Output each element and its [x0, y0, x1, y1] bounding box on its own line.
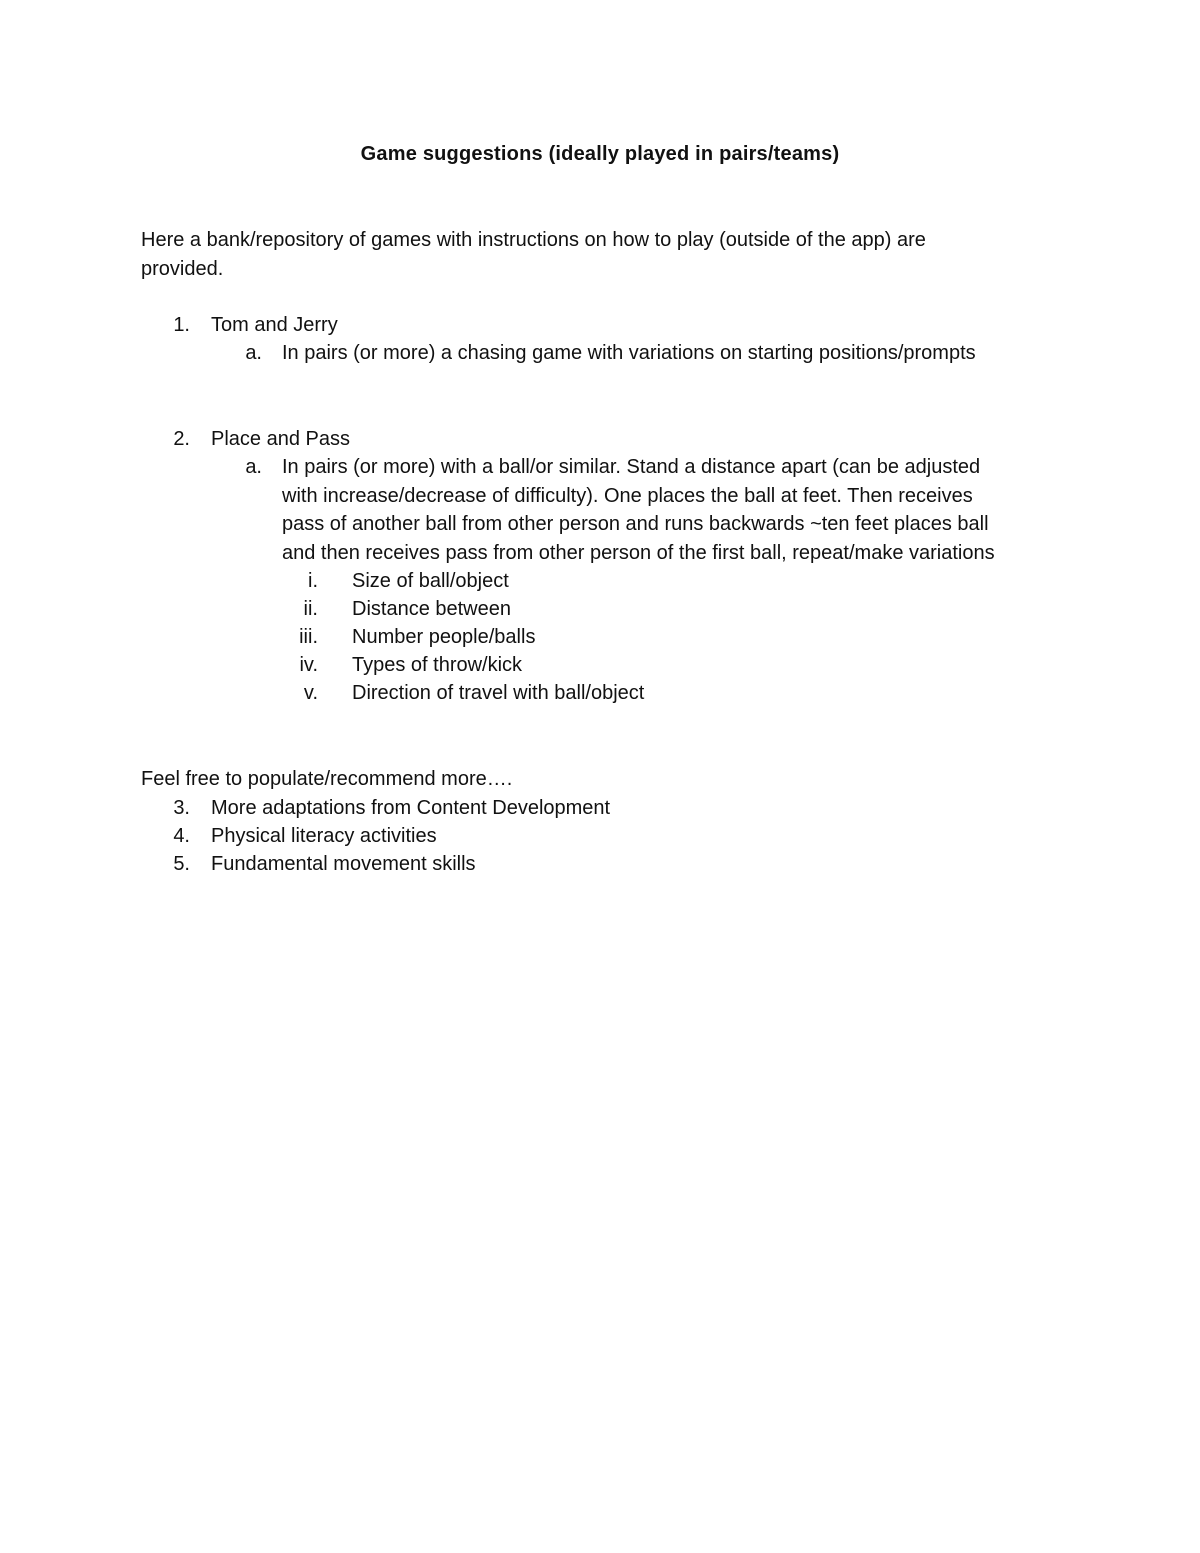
- closing-text: Feel free to populate/recommend more….: [141, 768, 513, 790]
- list-item: Physical literacy activities: [211, 825, 437, 847]
- variation-item: Types of throw/kick: [352, 654, 523, 676]
- roman-marker: iv.: [299, 654, 318, 676]
- list-number: 2.: [173, 428, 190, 450]
- sub-list-marker: a.: [245, 456, 262, 478]
- list-number: 5.: [173, 853, 190, 875]
- list-item: Fundamental movement skills: [211, 853, 476, 875]
- list-number: 4.: [173, 825, 190, 847]
- variation-item: Direction of travel with ball/object: [352, 682, 645, 704]
- game-name: Tom and Jerry: [211, 314, 338, 336]
- roman-marker: i.: [308, 570, 318, 592]
- list-number: 3.: [173, 797, 190, 819]
- roman-marker: iii.: [299, 626, 318, 648]
- intro-line: provided.: [141, 257, 224, 280]
- variation-item: Number people/balls: [352, 626, 536, 648]
- game-description: [282, 453, 1082, 567]
- intro-line: Here a bank/repository of games with instructions on how to play (outside of the app) are: [141, 229, 926, 251]
- variation-item: Size of ball/object: [352, 570, 509, 592]
- document-title: Game suggestions (ideally played in pairs/teams): [360, 143, 840, 165]
- description-line: and then receives pass from other person of the first ball, repeat/make variations: [282, 541, 995, 564]
- list-number: 1.: [173, 314, 190, 336]
- description-line: pass of another ball from other person and runs backwards ~ten feet places ball: [282, 513, 989, 535]
- variation-item: Distance between: [352, 598, 511, 620]
- game-description: In pairs (or more) a chasing game with variations on starting positions/prompts: [282, 342, 976, 364]
- intro-paragraph: [141, 226, 1021, 283]
- game-name: Place and Pass: [211, 428, 350, 450]
- list-item: More adaptations from Content Development: [211, 797, 611, 819]
- description-line: In pairs (or more) with a ball/or similar. Stand a distance apart (can be adjusted: [282, 456, 981, 478]
- roman-marker: ii.: [303, 598, 318, 620]
- description-line: with increase/decrease of difficulty). One places the ball at feet. Then receives: [282, 484, 973, 507]
- roman-marker: v.: [303, 682, 318, 704]
- sub-list-marker: a.: [245, 342, 262, 364]
